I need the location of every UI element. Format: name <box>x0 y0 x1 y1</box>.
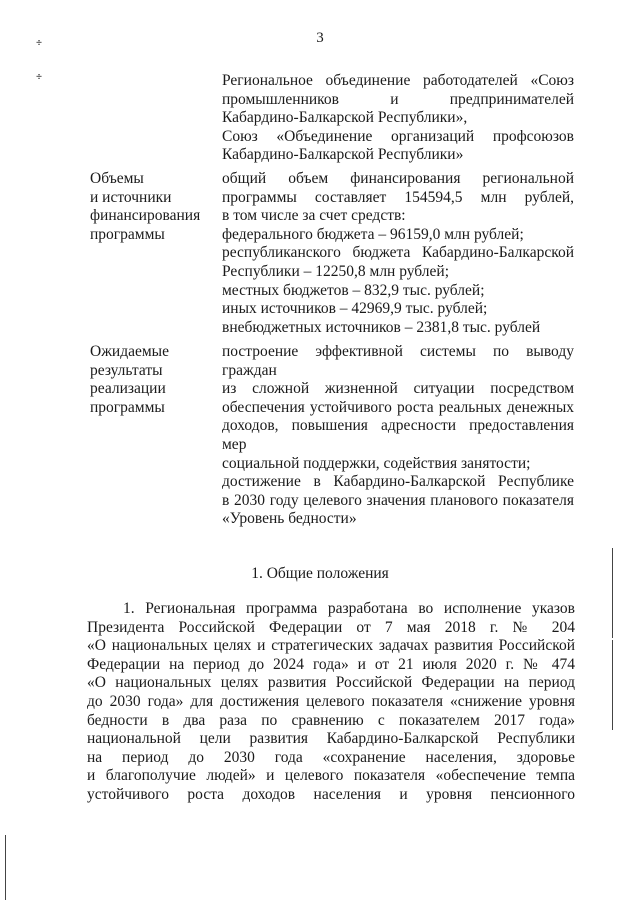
text-line: Федерации на период до 2024 года» и от 21 июля 2020 г. № 474 <box>87 655 575 673</box>
text-line: Президента Российской Федерации от 7 мая 2018 г. № 204 <box>87 618 575 636</box>
text-line: федерального бюджета – 96159,0 млн рублей; <box>222 225 524 243</box>
text-line: Республики – 12250,8 млн рублей; <box>222 262 450 280</box>
text-line: достижение в Кабардино-Балкарской Республике <box>222 473 574 491</box>
text-line: устойчивого роста доходов населения и уровня пенсионного <box>87 785 575 803</box>
text-line: «О национальных целях развития Российской Федерации на период <box>87 674 575 692</box>
text-line: местных бюджетов – 832,9 тыс. рублей; <box>222 281 485 299</box>
text-line: построение эффективной системы по выводу граждан <box>222 343 574 379</box>
text-line: обеспечения устойчивого роста реальных денежных <box>222 398 574 416</box>
text-line: до 2030 года» для достижения целевого показателя «снижение уровня <box>87 692 575 710</box>
label-line: Ожидаемые <box>90 343 169 360</box>
section-title: 1. Общие положения <box>251 565 389 582</box>
text-line: Кабардино-Балкарской Республики», <box>222 109 468 127</box>
text-line: из сложной жизненной ситуации посредством <box>222 380 574 398</box>
text-line: общий объем финансирования региональной <box>222 170 574 187</box>
label-line: программы <box>90 398 165 416</box>
body-paragraph <box>87 600 575 805</box>
results-label <box>90 343 215 417</box>
scan-edge-line <box>612 548 613 638</box>
margin-mark: ÷ <box>36 71 43 83</box>
executors-content <box>222 72 574 165</box>
text-line: социальной поддержки, содействия занятости; <box>222 454 531 472</box>
text-line: Кабардино-Балкарской Республики» <box>222 146 464 164</box>
funding-content <box>222 170 574 337</box>
text-line: бедности в два раза по сравнению с показателем 2017 года» <box>87 711 575 729</box>
text-line: доходов, повышения адресности предоставления мер <box>222 417 574 453</box>
text-line: на период до 2030 года «сохранение населения, здоровье <box>87 748 575 766</box>
text-line: национальной цели развития Кабардино-Балкарской Республики <box>87 730 575 748</box>
margin-mark: ÷ <box>36 37 43 49</box>
text-line: республиканского бюджета Кабардино-Балкарской <box>222 244 574 262</box>
label-line: финансирования <box>90 207 201 225</box>
text-line: 1. Региональная программа разработана во исполнение указов <box>123 600 575 617</box>
results-content <box>222 343 574 529</box>
text-line: промышленников и предпринимателей <box>222 90 574 108</box>
text-line: Союз «Объединение организаций профсоюзов <box>222 127 574 145</box>
text-line: «О национальных целях и стратегических задачах развития Российской <box>87 637 575 655</box>
text-line: и благополучие людей» и целевого показателя «обеспечение темпа <box>87 767 575 785</box>
text-line: внебюджетных источников – 2381,8 тыс. рублей <box>222 318 541 336</box>
label-line: результаты <box>90 361 163 379</box>
text-line: программы составляет 154594,5 млн рублей, <box>222 188 574 206</box>
text-line: в том числе за счет средств: <box>222 207 406 225</box>
scan-edge-line <box>612 640 613 730</box>
label-line: реализации <box>90 380 166 398</box>
text-line: в 2030 году целевого значения планового показателя <box>222 491 574 509</box>
label-line: и источники <box>90 188 172 206</box>
page-number: 3 <box>316 30 324 46</box>
funding-label <box>90 170 215 244</box>
text-line: иных источников – 42969,9 тыс. рублей; <box>222 300 488 318</box>
text-line: Региональное объединение работодателей «Союз <box>222 72 574 89</box>
label-line: программы <box>90 225 165 243</box>
text-line: «Уровень бедности» <box>222 510 357 528</box>
label-line: Объемы <box>90 170 144 187</box>
scan-edge-line <box>5 835 6 900</box>
